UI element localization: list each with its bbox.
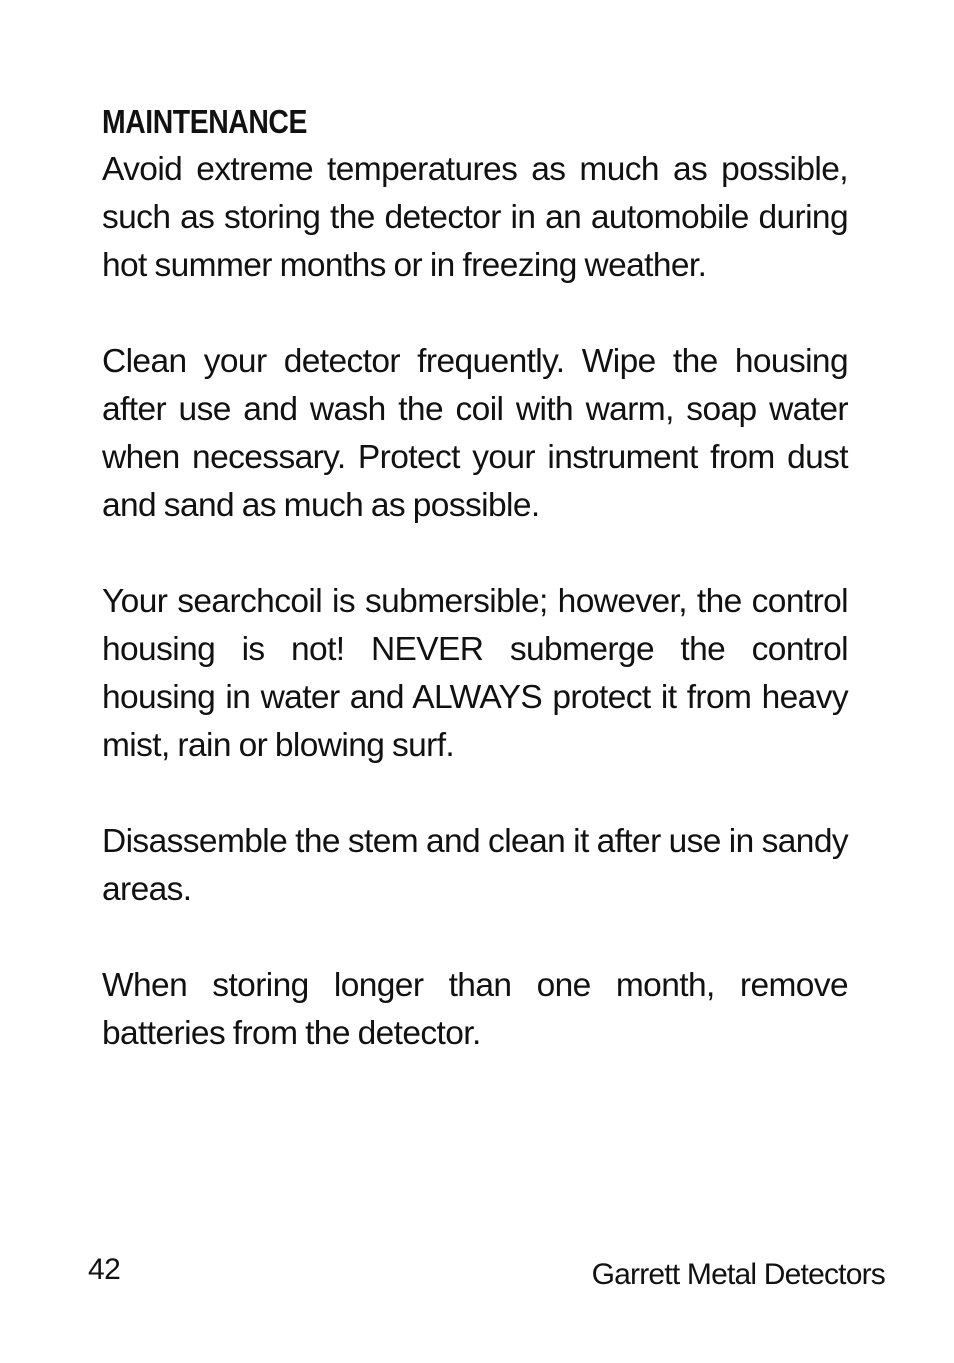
paragraph-stem: Disassemble the stem and clean it after use in sandy areas.: [102, 823, 848, 908]
paragraph-submersible: Your searchcoil is submersible; however, the control housing is not! NEVER submerge the control housing in water and ALWAYS protect it from heavy mist, rain or blowing surf.: [102, 583, 848, 764]
paragraph-cleaning: Clean your detector frequently. Wipe the housing after use and wash the coil with warm, soap water when necessary. Protect your instrument from dust and sand as much as possible.: [102, 343, 848, 524]
paragraph-temperature: Avoid extreme temperatures as much as possible, such as storing the detector in an automobile during hot summer months or in freezing weather.: [102, 151, 848, 284]
paragraph-storage: When storing longer than one month, remove batteries from the detector.: [102, 967, 848, 1052]
section-heading: MAINTENANCE: [102, 103, 307, 140]
page-number: 42: [88, 1253, 121, 1286]
footer-publisher: Garrett Metal Detectors: [591, 1258, 885, 1291]
page-content: [102, 98, 848, 1106]
